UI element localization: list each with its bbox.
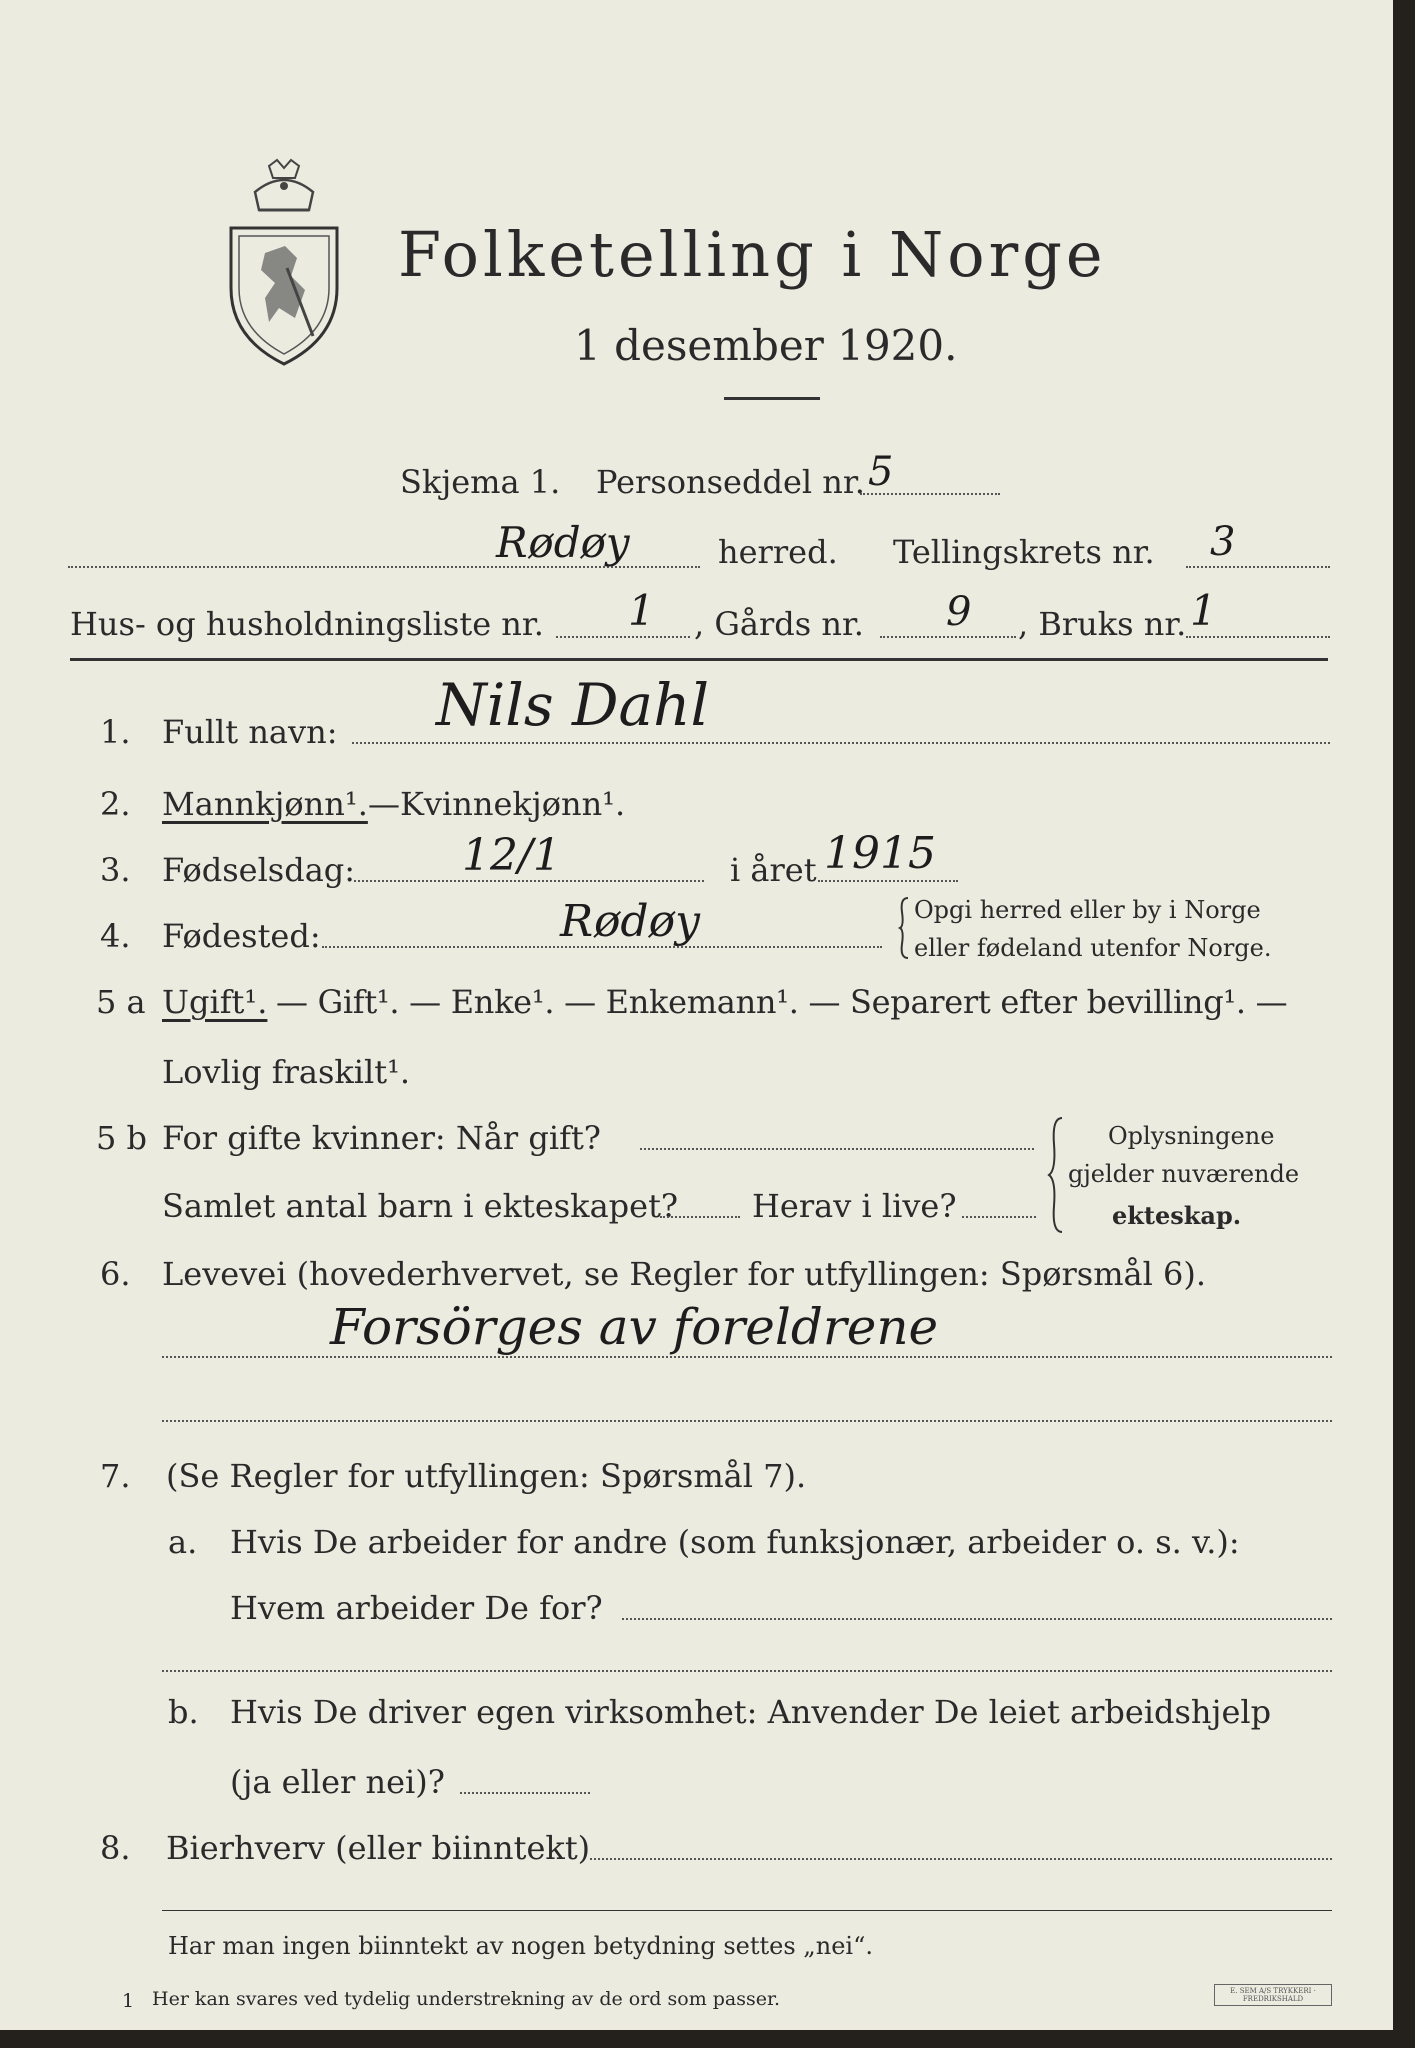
bruks-field-line [1186, 636, 1330, 638]
female-option: Kvinnekjønn¹. [400, 785, 626, 823]
alive-label: Herav i live? [752, 1187, 957, 1225]
bruks-number: 1 [1190, 586, 1217, 635]
title-divider [724, 397, 820, 400]
year-value: 1915 [824, 828, 936, 879]
krets-label: Tellingskrets nr. [893, 533, 1155, 571]
marital-options: — Gift¹. — Enke¹. — Enkemann¹. — Separert efter bevilling¹. — [276, 983, 1288, 1021]
hired-help-label: (ja eller nei)? [230, 1763, 445, 1801]
q7-label: (Se Regler for utfyllingen: Spørsmål 7). [166, 1457, 807, 1495]
q8-number: 8. [100, 1829, 131, 1867]
male-option: Mannkjønn¹. [162, 785, 368, 823]
q4-number: 4. [100, 917, 131, 955]
marriage-note-1: Oplysningene [1108, 1122, 1275, 1150]
form-title: Folketelling i Norge [398, 218, 1107, 291]
hired-help-line [460, 1792, 590, 1794]
krets-number: 3 [1210, 519, 1236, 565]
divorced-option: Lovlig fraskilt¹. [162, 1053, 411, 1091]
q7b-letter: b. [168, 1693, 199, 1731]
q2-number: 2. [100, 785, 131, 823]
occupation-line-2 [162, 1420, 1332, 1422]
full-name-line [352, 742, 1330, 744]
marriage-note-3: ekteskap. [1112, 1201, 1242, 1230]
q7a-letter: a. [168, 1523, 198, 1561]
unmarried-option: Ugift¹. [162, 983, 268, 1021]
krets-field-line [1186, 566, 1330, 568]
q6-number: 6. [100, 1255, 131, 1293]
gards-field-line [880, 636, 1016, 638]
herred-value: Rødøy [496, 518, 630, 567]
side-income-label: Bierhverv (eller biinntekt) [166, 1829, 591, 1867]
employer-label: Hvem arbeider De for? [230, 1589, 603, 1627]
gards-label: , Gårds nr. [694, 605, 864, 643]
hus-field-line [556, 636, 690, 638]
scan-edge-bottom [0, 2030, 1415, 2048]
marriage-brace [1046, 1116, 1066, 1234]
footnote-number: 1 [122, 1990, 135, 2012]
year-label: i året [730, 851, 817, 889]
full-name-value: Nils Dahl [436, 671, 710, 739]
year-line [818, 880, 958, 882]
printer-stamp: E. SEM A/S TRYKKERI · FREDRIKSHALD [1214, 1984, 1332, 2006]
children-label: Samlet antal barn i ekteskapet? [162, 1187, 679, 1225]
bruks-label: , Bruks nr. [1018, 605, 1187, 643]
q7b-text: Hvis De driver egen virksomhet: Anvender De leiet arbeidshjelp [230, 1693, 1272, 1731]
herred-label: herred. [718, 533, 838, 571]
employer-line-2 [162, 1670, 1332, 1672]
q7a-text: Hvis De arbeider for andre (som funksjonær, arbeider o. s. v.): [230, 1523, 1240, 1561]
employer-line-1 [622, 1618, 1332, 1620]
q7-number: 7. [100, 1457, 131, 1495]
schema-label: Skjema 1. [400, 463, 561, 501]
alive-line [962, 1216, 1036, 1218]
q5a-number: 5 a [96, 983, 146, 1021]
birthplace-note-2: eller fødeland utenfor Norge. [914, 934, 1272, 962]
married-when-label: For gifte kvinner: Når gift? [162, 1119, 601, 1157]
coat-of-arms-icon [225, 158, 343, 370]
birthplace-note-1: Opgi herred eller by i Norge [914, 896, 1261, 924]
header-divider [70, 658, 1328, 661]
side-income-line [590, 1858, 1332, 1860]
birthplace-brace [898, 896, 910, 960]
scan-edge-right [1393, 0, 1415, 2048]
children-line [660, 1216, 740, 1218]
q3-number: 3. [100, 851, 131, 889]
person-number: 5 [868, 449, 894, 495]
hus-number: 1 [628, 586, 655, 635]
married-when-line [640, 1148, 1034, 1150]
hus-label: Hus- og husholdningsliste nr. [70, 605, 544, 643]
birthday-value: 12/1 [462, 830, 561, 881]
footer-divider [162, 1910, 1332, 1911]
gards-number: 9 [946, 589, 972, 635]
birthplace-label: Fødested: [162, 917, 321, 955]
occupation-value: Forsörges av foreldrene [330, 1298, 939, 1356]
birthday-label: Fødselsdag: [162, 851, 356, 889]
no-income-note: Har man ingen biinntekt av nogen betydning settes „nei“. [168, 1932, 873, 1960]
occupation-label: Levevei (hovederhvervet, se Regler for utfyllingen: Spørsmål 6). [162, 1255, 1207, 1293]
marriage-note-2: gjelder nuværende [1068, 1160, 1300, 1188]
full-name-label: Fullt navn: [162, 713, 338, 751]
q5b-number: 5 b [96, 1119, 148, 1157]
footnote-text: Her kan svares ved tydelig understrekning av de ord som passer. [152, 1988, 781, 2010]
occupation-line-1 [162, 1356, 1332, 1358]
census-date: 1 desember 1920. [574, 321, 958, 370]
person-label: Personseddel nr. [596, 463, 865, 501]
sex-separator: — [368, 785, 400, 823]
q1-number: 1. [100, 713, 131, 751]
birthplace-value: Rødøy [560, 896, 700, 947]
